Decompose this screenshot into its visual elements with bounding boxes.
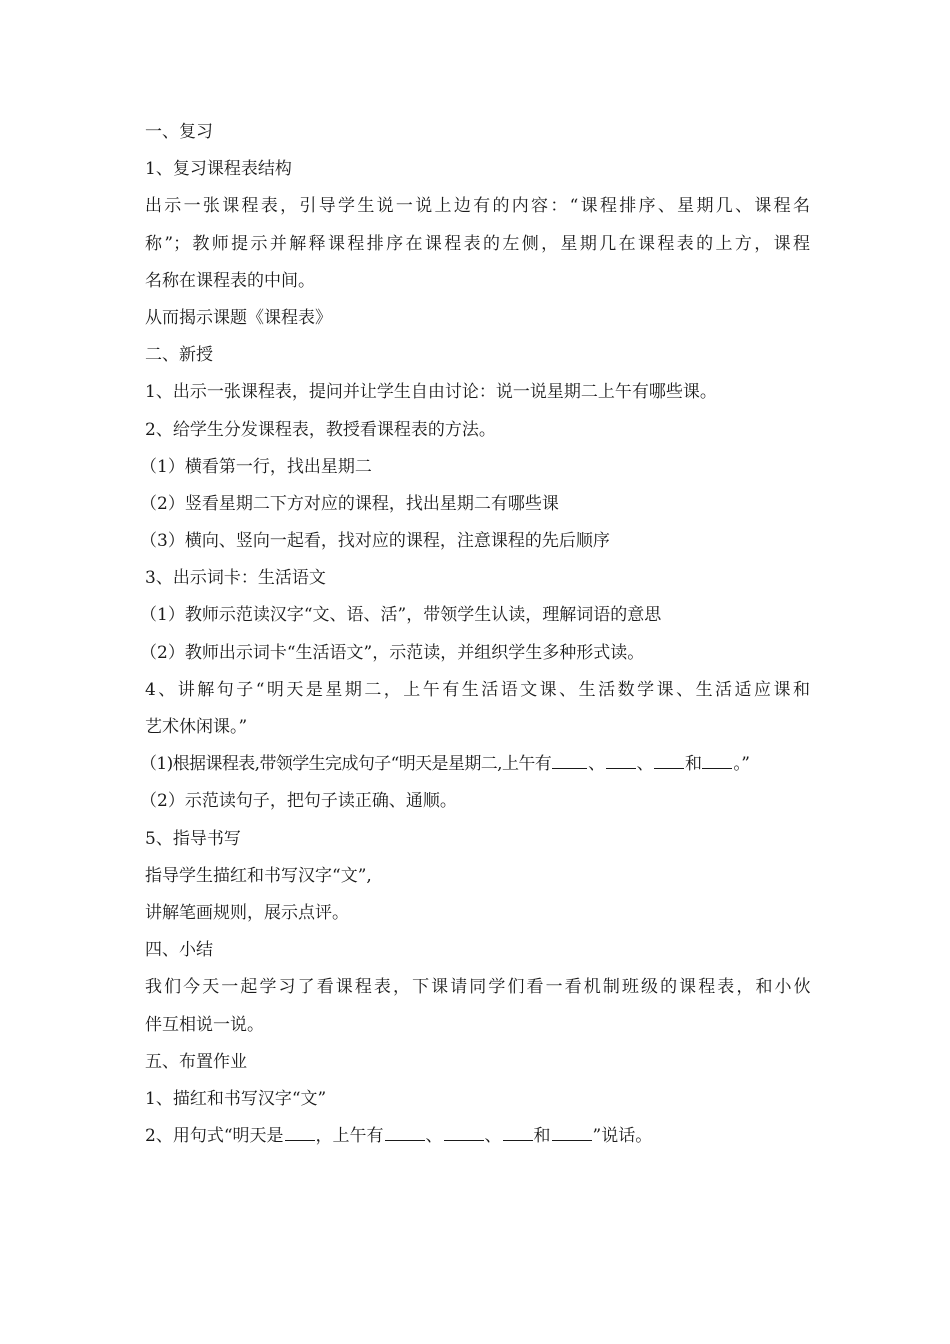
separator: 、 [425,1126,443,1147]
new-item-4-line-2: 艺术休闲课。” [145,717,248,737]
fill-blank [606,754,636,769]
separator: 、 [588,754,605,775]
conjunction: 和 [533,1126,551,1147]
new-item-5-line-1: 指导学生描红和书写汉字“文”, [145,865,372,886]
separator: 、 [484,1126,502,1147]
fill-blank [552,1126,592,1141]
fill-blank [654,754,684,769]
fill-blank [385,1126,425,1141]
new-item-3: 3、出示词卡：生活语文 [145,568,326,589]
separator: 、 [636,754,653,775]
summary-line-2: 伴互相说一说。 [145,1014,264,1035]
review-paragraph-line-1: 出示一张课程表，引导学生说一说上边有的内容：“课程排序、星期几、课程名 [145,196,810,217]
new-item-4-step-1 [140,746,810,783]
fill-blank [444,1126,484,1141]
new-item-2-step-1: （1）横看第一行，找出星期二 [140,456,372,477]
new-item-3-step-2: （2）教师出示词卡“生活语文”，示范读，并组织学生多种形式读。 [140,642,645,663]
section-heading-new-lesson: 二、新授 [145,345,213,366]
review-paragraph-line-2: 称”；教师提示并解释课程排序在课程表的左侧，星期几在课程表的上方，课程 [145,233,810,254]
sentence-prefix: 2、用句式“明天是 [145,1126,284,1147]
fill-blank [702,754,732,769]
new-item-4-line-1: 4、讲解句子“明天是星期二，上午有生活语文课、生活数学课、生活适应课和 [145,679,810,700]
new-item-2-step-2: （2）竖看星期二下方对应的课程，找出星期二有哪些课 [140,493,559,514]
new-item-5: 5、指导书写 [145,828,241,849]
new-item-5-line-2: 讲解笔画规则，展示点评。 [145,902,349,923]
new-item-2: 2、给学生分发课程表，教授看课程表的方法。 [145,419,496,440]
new-item-2-step-3: （3）横向、竖向一起看，找对应的课程，注意课程的先后顺序 [140,531,610,552]
new-item-1: 1、出示一张课程表，提问并让学生自由讨论：说一说星期二上午有哪些课。 [145,382,717,403]
sentence-middle: ，上午有 [315,1126,384,1147]
fill-blank [285,1126,315,1141]
section-heading-summary: 四、小结 [145,940,213,961]
review-reveal-topic: 从而揭示课题《课程表》 [145,307,332,328]
new-item-3-step-1: （1）教师示范读汉字“文、语、活”，带领学生认读，理解词语的意思 [140,605,662,626]
fill-blank [552,754,587,769]
summary-line-1: 我们今天一起学习了看课程表，下课请同学们看一看机制班级的课程表，和小伙 [145,977,810,998]
section-heading-homework: 五、布置作业 [145,1051,247,1072]
review-paragraph-line-3: 名称在课程表的中间。 [145,270,315,291]
fill-blank [503,1126,533,1141]
homework-item-1: 1、描红和书写汉字“文” [145,1088,327,1109]
sentence-end: ”说话。 [592,1126,653,1147]
sentence-prefix: （1)根据课程表,带领学生完成句子“明天是星期二,上午有 [140,754,552,775]
new-item-4-step-2: （2）示范读句子，把句子读正确、通顺。 [140,791,457,812]
section-heading-review: 一、复习 [145,122,213,142]
lesson-plan-document [140,114,810,1155]
review-item-1: 1、复习课程表结构 [145,159,292,180]
sentence-end: 。” [733,754,750,775]
homework-item-2 [145,1118,810,1155]
conjunction: 和 [684,754,702,775]
